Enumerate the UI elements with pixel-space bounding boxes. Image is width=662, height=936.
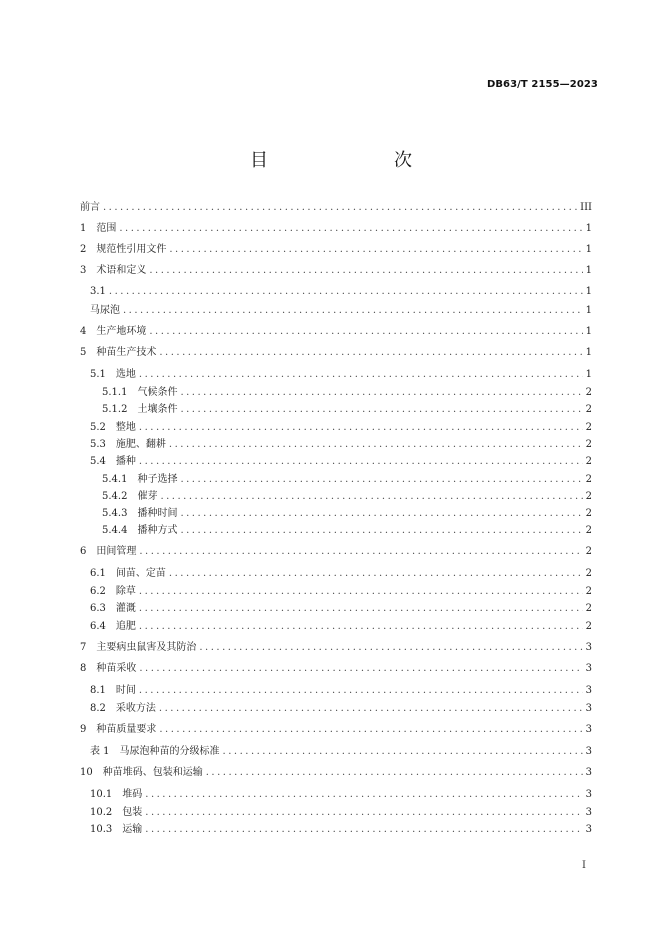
toc-leader-dots bbox=[139, 368, 583, 382]
toc-leader-dots bbox=[139, 455, 583, 469]
toc-entry-page: 2 bbox=[585, 603, 592, 614]
toc-leader-dots bbox=[159, 346, 582, 360]
toc-leader-dots bbox=[180, 507, 582, 521]
toc-entry-page: 3 bbox=[585, 789, 592, 800]
toc-entry-page: 1 bbox=[585, 369, 592, 380]
toc-entry-label: 表 1 马尿泡种苗的分级标准 bbox=[90, 746, 220, 757]
toc-leader-dots bbox=[180, 386, 582, 400]
toc-leader-dots bbox=[223, 745, 583, 759]
toc-entry-table-1[interactable] bbox=[90, 745, 592, 759]
toc-entry-label: 5.4.1 种子选择 bbox=[102, 474, 178, 485]
toc-entry-label: 6.2 除草 bbox=[90, 586, 136, 597]
toc-entry-page: 2 bbox=[585, 546, 592, 557]
toc-entry-label: 前言 bbox=[80, 202, 100, 213]
toc-entry-label: 6.1 间苗、定苗 bbox=[90, 568, 166, 579]
toc-leader-dots bbox=[149, 325, 582, 339]
toc-leader-dots bbox=[139, 585, 583, 599]
toc-entry-page: 2 bbox=[585, 568, 592, 579]
toc-entry-production-environment[interactable] bbox=[80, 325, 592, 339]
toc-entry-label: 1 范围 bbox=[80, 223, 117, 234]
toc-entry-page: 2 bbox=[585, 474, 592, 485]
toc-leader-dots bbox=[159, 702, 583, 716]
toc-leader-dots bbox=[180, 524, 582, 538]
toc-leader-dots bbox=[180, 403, 582, 417]
toc-leader-dots bbox=[119, 222, 582, 236]
toc-entry-label: 8.2 采收方法 bbox=[90, 703, 156, 714]
toc-entry-label: 2 规范性引用文件 bbox=[80, 244, 167, 255]
toc-entry-5-1-2[interactable] bbox=[102, 403, 592, 417]
toc-entry-label: 6.3 灌溉 bbox=[90, 603, 136, 614]
toc-entry-page: 2 bbox=[585, 404, 592, 415]
toc-entry-10-3[interactable] bbox=[90, 823, 592, 837]
toc-entry-label: 8 种苗采收 bbox=[80, 663, 137, 674]
toc-leader-dots bbox=[109, 285, 583, 299]
toc-entry-stacking-packaging-transport[interactable] bbox=[80, 766, 592, 780]
toc-entry-label: 5.1.2 土壤条件 bbox=[102, 404, 178, 415]
toc-leader-dots bbox=[160, 490, 582, 504]
toc-entry-page: 1 bbox=[585, 305, 592, 316]
toc-entry-page: 3 bbox=[585, 642, 592, 653]
toc-leader-dots bbox=[159, 723, 582, 737]
toc-entry-label: 4 生产地环境 bbox=[80, 326, 147, 337]
toc-entry-label: 马尿泡 bbox=[90, 305, 120, 316]
toc-entry-page: 2 bbox=[585, 422, 592, 433]
toc-leader-dots bbox=[180, 473, 582, 487]
toc-entry-5-4-4[interactable] bbox=[102, 524, 592, 538]
toc-leader-dots bbox=[206, 766, 583, 780]
toc-entry-page: 1 bbox=[585, 223, 592, 234]
toc-entry-page: 1 bbox=[585, 347, 592, 358]
toc-entry-page: 1 bbox=[585, 265, 592, 276]
toc-entry-label: 3.1 bbox=[90, 286, 106, 297]
page-number: I bbox=[582, 860, 586, 871]
toc-leader-dots bbox=[139, 421, 583, 435]
toc-entry-page: 3 bbox=[585, 824, 592, 835]
toc-entry-label: 5.1.1 气候条件 bbox=[102, 387, 178, 398]
toc-entry-label: 6 田间管理 bbox=[80, 546, 137, 557]
toc-entry-5-4[interactable] bbox=[90, 455, 592, 469]
toc-entry-seedling-production[interactable] bbox=[80, 346, 592, 360]
toc-entry-label: 5.2 整地 bbox=[90, 422, 136, 433]
toc-entry-seedling-harvest[interactable] bbox=[80, 662, 592, 676]
toc-entry-label: 9 种苗质量要求 bbox=[80, 724, 157, 735]
toc-entry-page: 3 bbox=[585, 703, 592, 714]
toc-leader-dots bbox=[169, 438, 583, 452]
toc-leader-dots bbox=[123, 304, 583, 318]
toc-entry-5-1[interactable] bbox=[90, 368, 592, 382]
toc-entry-page: 2 bbox=[585, 456, 592, 467]
toc-entry-terms-definitions[interactable] bbox=[80, 264, 592, 278]
toc-entry-page: 1 bbox=[585, 286, 592, 297]
toc-entry-label: 5.1 选地 bbox=[90, 369, 136, 380]
document-code: DB63/T 2155—2023 bbox=[486, 79, 598, 90]
toc-entry-10-1[interactable] bbox=[90, 788, 592, 802]
toc-leader-dots bbox=[169, 243, 582, 257]
toc-entry-page: 3 bbox=[585, 663, 592, 674]
toc-entry-page: 2 bbox=[585, 387, 592, 398]
toc-entry-page: 2 bbox=[585, 621, 592, 632]
toc-entry-page: 3 bbox=[585, 767, 592, 778]
page-title: 目 次 bbox=[250, 150, 442, 171]
toc-entry-pest-control[interactable] bbox=[80, 641, 592, 655]
toc-entry-5-2[interactable] bbox=[90, 421, 592, 435]
toc-entry-label: 5 种苗生产技术 bbox=[80, 347, 157, 358]
toc-entry-page: 2 bbox=[585, 439, 592, 450]
toc-entry-5-4-3[interactable] bbox=[102, 507, 592, 521]
toc-entry-8-2[interactable] bbox=[90, 702, 592, 716]
toc-entry-6-3[interactable] bbox=[90, 602, 592, 616]
toc-leader-dots bbox=[139, 602, 583, 616]
toc-entry-page: 3 bbox=[585, 746, 592, 757]
toc-entry-label: 5.4.3 播种时间 bbox=[102, 508, 178, 519]
toc-entry-6-1[interactable] bbox=[90, 567, 592, 581]
toc-entry-label: 10.2 包装 bbox=[90, 807, 143, 818]
toc-entry-page: 2 bbox=[585, 491, 592, 502]
toc-entry-foreword[interactable] bbox=[80, 201, 592, 215]
toc-entry-scope[interactable] bbox=[80, 222, 592, 236]
toc-entry-term-maniaobao[interactable] bbox=[90, 304, 592, 318]
toc-entry-page: 3 bbox=[585, 807, 592, 818]
toc-leader-dots bbox=[169, 567, 583, 581]
toc-entry-3-1[interactable] bbox=[90, 285, 592, 299]
toc-entry-label: 5.3 施肥、翻耕 bbox=[90, 439, 166, 450]
toc-leader-dots bbox=[139, 684, 583, 698]
toc-entry-quality-requirements[interactable] bbox=[80, 723, 592, 737]
toc-entry-6-4[interactable] bbox=[90, 620, 592, 634]
toc-entry-label: 5.4 播种 bbox=[90, 456, 136, 467]
toc-leader-dots bbox=[199, 641, 582, 655]
toc-entry-label: 10.3 运输 bbox=[90, 824, 143, 835]
toc-entry-label: 5.4.2 催芽 bbox=[102, 491, 158, 502]
toc-entry-page: 1 bbox=[585, 244, 592, 255]
toc-entry-5-4-1[interactable] bbox=[102, 473, 592, 487]
toc-entry-label: 6.4 追肥 bbox=[90, 621, 136, 632]
toc-entry-8-1[interactable] bbox=[90, 684, 592, 698]
toc-leader-dots bbox=[149, 264, 582, 278]
toc-leader-dots bbox=[103, 201, 577, 215]
toc-leader-dots bbox=[145, 806, 582, 820]
toc-entry-label: 3 术语和定义 bbox=[80, 265, 147, 276]
toc-entry-label: 7 主要病虫鼠害及其防治 bbox=[80, 642, 197, 653]
toc-entry-label: 10.1 堆码 bbox=[90, 789, 143, 800]
toc-entry-5-3[interactable] bbox=[90, 438, 592, 452]
toc-entry-normative-references[interactable] bbox=[80, 243, 592, 257]
toc-entry-page: 3 bbox=[585, 724, 592, 735]
toc-leader-dots bbox=[145, 788, 582, 802]
toc-entry-page: 2 bbox=[585, 586, 592, 597]
toc-entry-page: 2 bbox=[585, 525, 592, 536]
toc-entry-6-2[interactable] bbox=[90, 585, 592, 599]
toc-entry-label: 10 种苗堆码、包装和运输 bbox=[80, 767, 203, 778]
toc-entry-page: 2 bbox=[585, 508, 592, 519]
toc-entry-10-2[interactable] bbox=[90, 806, 592, 820]
toc-entry-5-4-2[interactable] bbox=[102, 490, 592, 504]
toc-leader-dots bbox=[145, 823, 582, 837]
toc-entry-label: 5.4.4 播种方式 bbox=[102, 525, 178, 536]
toc-leader-dots bbox=[139, 662, 582, 676]
toc-leader-dots bbox=[139, 620, 583, 634]
toc-leader-dots bbox=[139, 545, 582, 559]
toc-entry-field-management[interactable] bbox=[80, 545, 592, 559]
toc-entry-page: III bbox=[580, 202, 592, 213]
toc-entry-page: 1 bbox=[585, 326, 592, 337]
toc-entry-page: 3 bbox=[585, 685, 592, 696]
toc-entry-5-1-1[interactable] bbox=[102, 386, 592, 400]
toc-entry-label: 8.1 时间 bbox=[90, 685, 136, 696]
